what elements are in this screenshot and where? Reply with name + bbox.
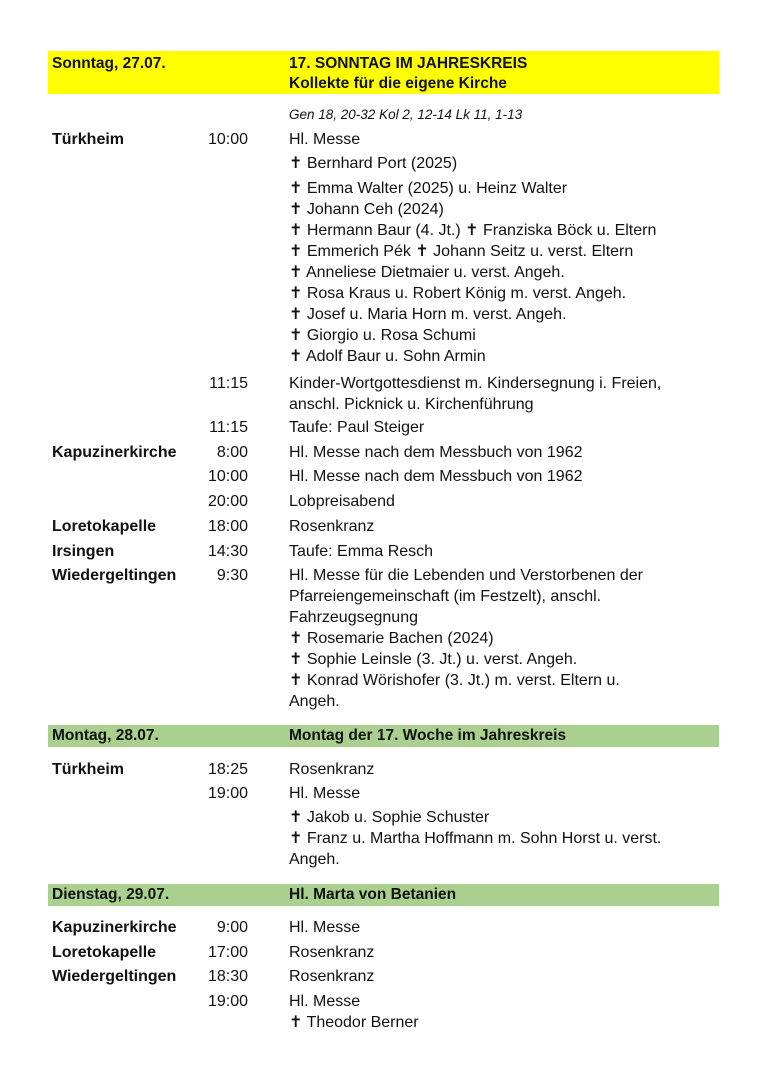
place-label: Loretokapelle	[52, 944, 157, 961]
day-date: Dienstag, 29.07.	[52, 886, 170, 903]
time-label: 11:15	[209, 375, 248, 392]
memorial-line: Angeh.	[289, 693, 340, 710]
day-header-monday	[48, 725, 719, 747]
place-label: Irsingen	[52, 543, 115, 560]
time-label: 11:15	[209, 419, 248, 436]
time-label: 19:00	[207, 785, 248, 802]
day-title: 17. SONNTAG IM JAHRESKREIS	[289, 55, 528, 72]
memorial-line: ✝ Bernhard Port (2025)	[289, 155, 458, 172]
service-text: Rosenkranz	[289, 944, 375, 961]
time-label: 17:00	[207, 944, 248, 961]
memorial-line: ✝ Hermann Baur (4. Jt.) ✝ Franziska Böck u. Eltern	[289, 222, 657, 239]
time-label: 18:30	[207, 968, 248, 985]
service-text: Kinder-Wortgottesdienst m. Kindersegnung i. Freien,	[289, 375, 662, 392]
time-label: 10:00	[207, 468, 248, 485]
memorial-line: ✝ Giorgio u. Rosa Schumi	[289, 327, 476, 344]
service-text: Rosenkranz	[289, 968, 375, 985]
service-text: Rosenkranz	[289, 761, 375, 778]
service-text: Hl. Messe nach dem Messbuch von 1962	[289, 444, 583, 461]
place-label: Wiedergeltingen	[52, 968, 177, 985]
time-label: 18:00	[207, 518, 248, 535]
place-label: Loretokapelle	[52, 518, 157, 535]
time-label: 20:00	[207, 493, 248, 510]
service-text: Fahrzeugsegnung	[289, 609, 418, 626]
memorial-line: ✝ Rosa Kraus u. Robert König m. verst. Angeh.	[289, 285, 627, 302]
service-text: Hl. Messe	[289, 131, 361, 148]
bible-readings: Gen 18, 20-32 Kol 2, 12-14 Lk 11, 1-13	[289, 107, 523, 122]
place-label: Kapuzinerkirche	[52, 444, 177, 461]
place-label: Türkheim	[52, 761, 125, 778]
service-text: Hl. Messe für die Lebenden und Verstorbenen der	[289, 567, 644, 584]
service-text: Hl. Messe	[289, 993, 361, 1010]
service-text: Hl. Messe	[289, 785, 361, 802]
day-header-sunday	[48, 51, 719, 94]
time-label: 8:00	[216, 444, 248, 461]
day-date: Sonntag, 27.07.	[52, 55, 166, 72]
memorial-line: ✝ Johann Ceh (2024)	[289, 201, 444, 218]
memorial-line: ✝ Emmerich Pék ✝ Johann Seitz u. verst. Eltern	[289, 243, 634, 260]
time-label: 9:00	[216, 919, 248, 936]
place-label: Türkheim	[52, 131, 125, 148]
service-text: Hl. Messe nach dem Messbuch von 1962	[289, 468, 583, 485]
day-title: Montag der 17. Woche im Jahreskreis	[289, 727, 567, 744]
time-label: 18:25	[207, 761, 248, 778]
memorial-line: ✝ Anneliese Dietmaier u. verst. Angeh.	[289, 264, 565, 281]
time-label: 14:30	[207, 543, 248, 560]
day-title: Hl. Marta von Betanien	[289, 886, 457, 903]
memorial-line: ✝ Franz u. Martha Hoffmann m. Sohn Horst u. verst.	[289, 830, 662, 847]
memorial-line: ✝ Adolf Baur u. Sohn Armin	[289, 348, 486, 365]
memorial-line: ✝ Theodor Berner	[289, 1014, 419, 1031]
place-label: Wiedergeltingen	[52, 567, 177, 584]
service-text: Taufe: Paul Steiger	[289, 419, 425, 436]
service-text: Hl. Messe	[289, 919, 361, 936]
place-label: Kapuzinerkirche	[52, 919, 177, 936]
service-text: anschl. Picknick u. Kirchenführung	[289, 396, 534, 413]
day-subtitle: Kollekte für die eigene Kirche	[289, 75, 507, 92]
memorial-line: ✝ Sophie Leinsle (3. Jt.) u. verst. Angeh.	[289, 651, 578, 668]
memorial-line: Angeh.	[289, 851, 340, 868]
service-text: Taufe: Emma Resch	[289, 543, 434, 560]
memorial-line: ✝ Emma Walter (2025) u. Heinz Walter	[289, 180, 568, 197]
memorial-line: ✝ Josef u. Maria Horn m. verst. Angeh.	[289, 306, 567, 323]
service-text: Rosenkranz	[289, 518, 375, 535]
memorial-line: ✝ Konrad Wörishofer (3. Jt.) m. verst. Eltern u.	[289, 672, 620, 689]
memorial-line: ✝ Rosemarie Bachen (2024)	[289, 630, 494, 647]
time-label: 19:00	[207, 993, 248, 1010]
service-text: Pfarreiengemeinschaft (im Festzelt), anschl.	[289, 588, 602, 605]
day-date: Montag, 28.07.	[52, 727, 159, 744]
time-label: 9:30	[216, 567, 248, 584]
memorial-line: ✝ Jakob u. Sophie Schuster	[289, 809, 490, 826]
day-header-tuesday	[48, 884, 719, 906]
service-text: Lobpreisabend	[289, 493, 395, 510]
time-label: 10:00	[207, 131, 248, 148]
